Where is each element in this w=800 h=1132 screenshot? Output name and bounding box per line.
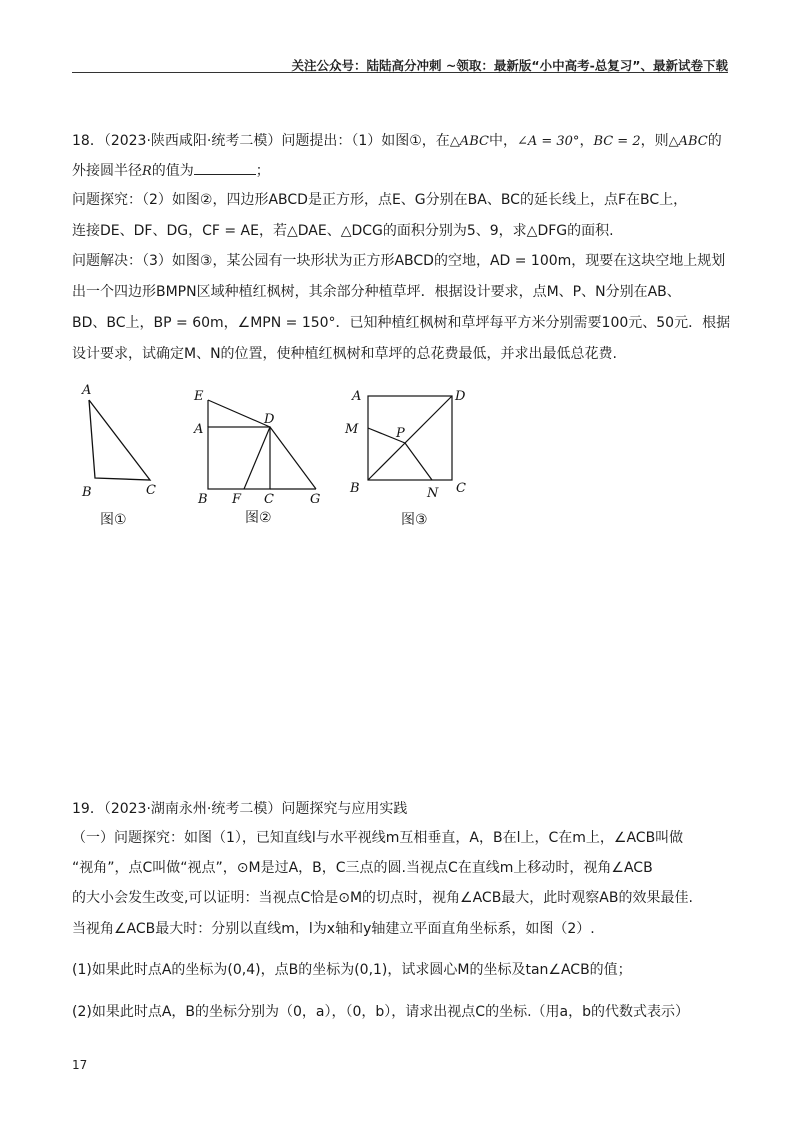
text: ，则 bbox=[640, 133, 669, 149]
fig2-label-c: C bbox=[264, 492, 274, 505]
figure-3 bbox=[340, 383, 480, 505]
fig2-label-f: F bbox=[232, 492, 242, 505]
fig2-label-a: A bbox=[194, 422, 204, 437]
fig2-label-b: B bbox=[198, 492, 208, 505]
q19-line-5: 当视角∠ACB最大时：分别以直线m，l为x轴和y轴建立平面直角坐标系，如图（2）. bbox=[72, 921, 595, 937]
text: 的值为 bbox=[151, 163, 194, 179]
q18-intro: 18．（2023·陕西咸阳·统考二模）问题提出：（1）如图①，在 bbox=[72, 133, 450, 149]
fig3-label-c: C bbox=[456, 481, 466, 496]
angle-a: ∠A = 30° bbox=[516, 134, 580, 149]
text: 外接圆半径 bbox=[72, 163, 142, 179]
fig3-label-d: D bbox=[455, 389, 466, 404]
fig2-label-e: E bbox=[194, 389, 204, 404]
fig1-label-c: C bbox=[146, 483, 156, 498]
answer-blank[interactable] bbox=[194, 160, 256, 175]
q19-line-3: “视角”，点C叫做“视点”，⊙M是过A，B，C三点的圆.当视点C在直线m上移动时，视角∠ACB bbox=[72, 860, 653, 876]
fig1-caption: 图① bbox=[100, 512, 127, 528]
q18-line-5: 问题解决：（3）如图③，某公园有一块形状为正方形ABCD的空地，AD = 100m，现要在这块空地上规划 bbox=[72, 253, 726, 269]
q19-line-7: (2)如果此时点A，B的坐标分别为（0，a），（0，b），请求出视点C的坐标.（用a，b的代数式表示） bbox=[72, 1004, 689, 1020]
q19-line-6: (1)如果此时点A的坐标为(0,4)，点B的坐标为(0,1)，试求圆心M的坐标及tan∠ACB的值； bbox=[72, 962, 632, 978]
triangle-abc-2: △ABC bbox=[668, 134, 708, 149]
page-header: 关注公众号：陆陆高分冲刺 ~领取：最新版“小中高考-总复习”、最新试卷下载 bbox=[291, 58, 728, 73]
q18-line-3: 问题探究：（2）如图②，四边形ABCD是正方形，点E、G分别在BA、BC的延长线上，点F在BC上， bbox=[72, 192, 688, 208]
q19-line-2: （一）问题探究：如图（1），已知直线l与水平视线m互相垂直，A，B在l上，C在m上，∠ACB叫做 bbox=[72, 830, 684, 846]
header-rule bbox=[72, 72, 728, 73]
text: ， bbox=[579, 133, 594, 149]
q19-line-1: 19．（2023·湖南永州·统考二模）问题探究与应用实践 bbox=[72, 801, 408, 817]
page-number: 17 bbox=[72, 1058, 88, 1072]
figure-2 bbox=[188, 385, 328, 505]
text: ； bbox=[255, 163, 270, 179]
q18-line-4: 连接DE、DF、DG，CF = AE，若△DAE、△DCG的面积分别为5、9，求△DFG的面积. bbox=[72, 223, 614, 239]
fig1-label-a: A bbox=[82, 383, 92, 398]
fig2-label-d: D bbox=[264, 412, 275, 427]
bc-length: BC = 2 bbox=[593, 134, 641, 149]
fig2-label-g: G bbox=[310, 492, 321, 505]
q18-line-8: 设计要求，试确定M、N的位置，使种植红枫树和草坪的总花费最低，并求出最低总花费. bbox=[72, 346, 617, 362]
fig3-caption: 图③ bbox=[401, 512, 428, 528]
text: 的 bbox=[707, 133, 722, 149]
q18-line-7: BD、BC上，BP = 60m，∠MPN = 150°．已知种植红枫树和草坪每平方米分别需要100元、50元．根据 bbox=[72, 315, 731, 331]
fig3-label-n: N bbox=[427, 486, 439, 501]
q18-line-6: 出一个四边形BMPN区域种植红枫树，其余部分种植草坪．根据设计要求，点M、P、N分别在AB、 bbox=[72, 284, 681, 300]
q19-line-4: 的大小会发生改变,可以证明：当视点C恰是⊙M的切点时，视角∠ACB最大，此时观察AB的效果最佳. bbox=[72, 890, 693, 906]
q18-line-2 bbox=[72, 160, 732, 182]
fig3-label-m: M bbox=[345, 422, 359, 437]
fig3-label-p: P bbox=[396, 426, 405, 441]
fig3-label-b: B bbox=[350, 481, 360, 496]
radius-r: R bbox=[142, 164, 152, 179]
figure-1 bbox=[70, 378, 170, 498]
fig2-caption: 图② bbox=[245, 510, 272, 526]
fig3-label-a: A bbox=[352, 389, 362, 404]
fig1-label-b: B bbox=[82, 485, 92, 498]
q18-line-1 bbox=[72, 131, 732, 152]
triangle-abc: △ABC bbox=[449, 134, 489, 149]
text: 中， bbox=[488, 133, 517, 149]
